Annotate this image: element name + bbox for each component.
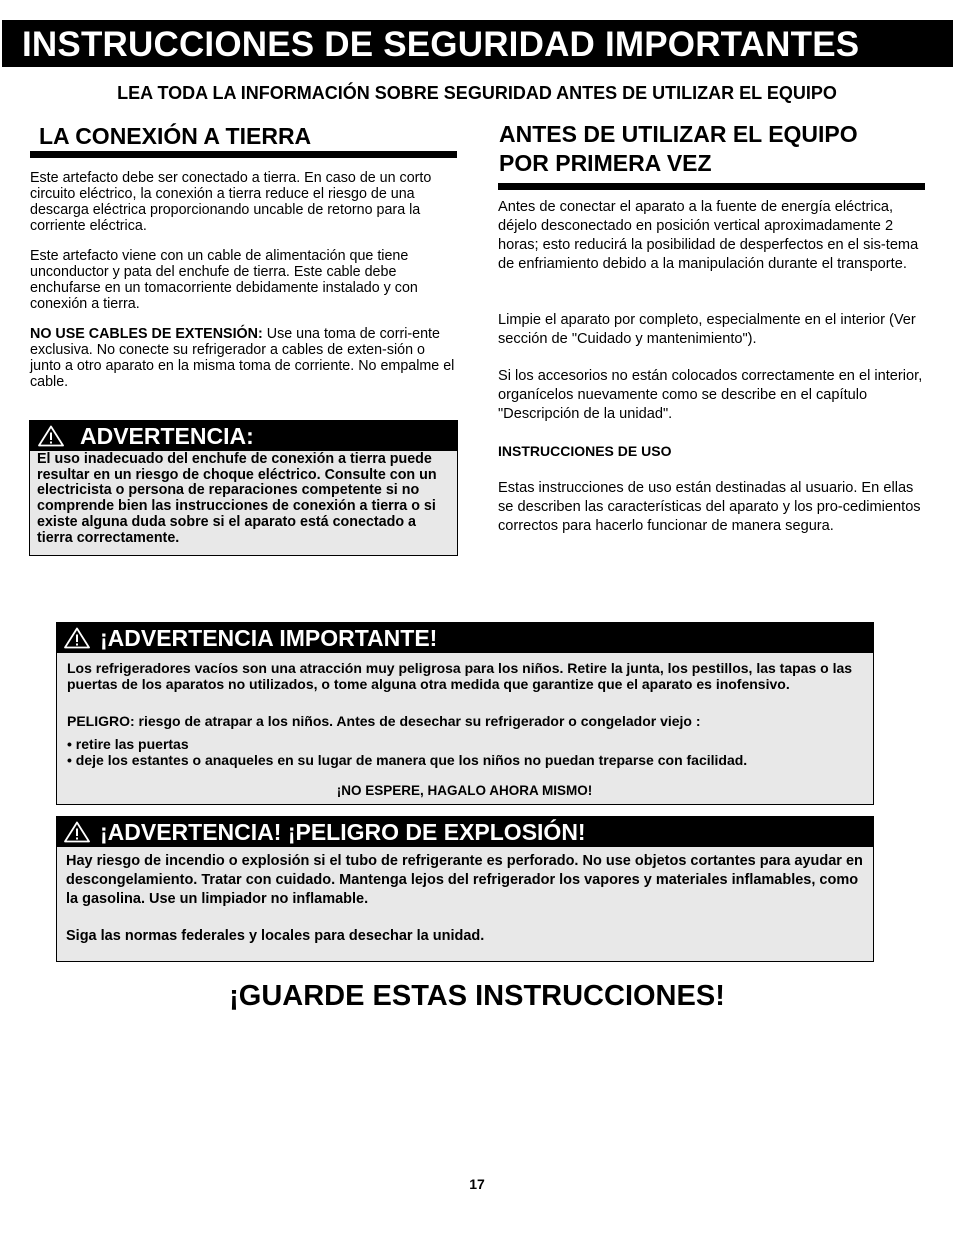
page-number: 17 (469, 1176, 485, 1192)
extension-cord-label: NO USE CABLES DE EXTENSIÓN: (30, 326, 263, 342)
grounding-warning-header (30, 421, 457, 451)
important-warning-closing: ¡NO ESPERE, HAGALO AHORA MISMO! (336, 783, 593, 798)
save-instructions-heading: ¡GUARDE ESTAS INSTRUCCIONES! (229, 980, 725, 1012)
warning-triangle-icon (38, 425, 64, 447)
important-warning-paragraph-2: PELIGRO: riesgo de atrapar a los niños. Antes de desechar su refrigerador o congelador viejo : (67, 713, 701, 729)
extension-cord-text: Use una toma de corri-ente exclusiva. No conecte su refrigerador a cables de exten-sión o junto a otro aparato en la misma toma de corriente. No empalme el cable. (30, 326, 455, 390)
first-use-paragraph-1: Antes de conectar el aparato a la fuente de energía eléctrica, déjelo desconectado en posición vertical aproximadamente 2 horas; esto reducirá la posibilidad de desperfectos en el sis-tema de enfriamiento debido a la manipulación durante el transporte. (498, 199, 919, 272)
page-title: INSTRUCCIONES DE SEGURIDAD IMPORTANTES (2, 20, 953, 67)
grounding-paragraph-3 (30, 326, 458, 390)
important-warning-box (56, 622, 874, 805)
explosion-warning-paragraph-2: Siga las normas federales y locales para desechar la unidad. (66, 928, 485, 944)
grounding-warning-title: ADVERTENCIA: (80, 423, 254, 449)
warning-triangle-icon (64, 627, 90, 649)
grounding-warning-box (29, 420, 458, 556)
grounding-rule (30, 151, 457, 158)
explosion-warning-title: ¡ADVERTENCIA! ¡PELIGRO DE EXPLOSIÓN! (100, 819, 586, 845)
important-warning-bullet-2: • deje los estantes o anaqueles en su lugar de manera que los niños no puedan treparse con facilidad. (67, 752, 748, 768)
first-use-rule (498, 183, 925, 190)
explosion-warning-paragraph-1: Hay riesgo de incendio o explosión si el tubo de refrigerante es perforado. No use objetos cortantes para ayudar en descongelamiento. Tratar con cuidado. Mantenga lejos del refrigerador los vapores y materiales inflamables, como la gasolina. Use un limpiador no inflamable. (66, 853, 863, 907)
explosion-warning-header (57, 817, 873, 847)
first-use-paragraph-2: Limpie el aparato por completo, especialmente en el interior (Ver sección de "Cuidado y mantenimiento"). (498, 312, 916, 347)
important-warning-header (57, 623, 873, 653)
usage-instructions-heading: INSTRUCCIONES DE USO (498, 443, 672, 459)
explosion-warning-box (56, 816, 874, 962)
first-use-paragraph-3: Si los accesorios no están colocados correctamente en el interior, organícelos nuevamente como se describe en el capítulo "Descripción de la unidad". (498, 368, 923, 422)
important-warning-paragraph-1: Los refrigeradores vacíos son una atracción muy peligrosa para los niños. Retire la junta, los pestillos, las tapas o las puertas de los aparatos no utilizados, o tome alguna otra medida que garantize que el aparato es inofensivo. (67, 660, 853, 692)
grounding-heading: LA CONEXIÓN A TIERRA (39, 123, 312, 149)
first-use-heading-line2: POR PRIMERA VEZ (499, 150, 712, 176)
page-subtitle: LEA TODA LA INFORMACIÓN SOBRE SEGURIDAD ANTES DE UTILIZAR EL EQUIPO (117, 83, 837, 103)
grounding-warning-text: El uso inadecuado del enchufe de conexión a tierra puede resultar en un riesgo de choque eléctrico. Consulte con un electricista o persona de reparaciones competente si no comprende bien las instrucciones de conexión a tierra o si existe alguna duda sobre si el aparato está conectado a tierra correctamente. (37, 451, 437, 546)
first-use-heading (499, 120, 858, 178)
first-use-heading-line1: ANTES DE UTILIZAR EL EQUIPO (499, 121, 858, 147)
warning-triangle-icon (64, 821, 90, 843)
first-use-paragraph-4: Estas instrucciones de uso están destinadas al usuario. En ellas se describen las características del aparato y los pro-cedimientos correctos para hacerlo funcionar de manera segura. (498, 480, 921, 534)
important-warning-bullet-1: • retire las puertas (67, 736, 189, 752)
grounding-paragraph-2: Este artefacto viene con un cable de alimentación que tiene unconductor y pata del enchufe de tierra. Este cable debe enchufarse en un tomacorriente debidamente instalado y con conexión a tierra. (30, 248, 418, 312)
important-warning-title: ¡ADVERTENCIA IMPORTANTE! (100, 625, 438, 651)
grounding-paragraph-1: Este artefacto debe ser conectado a tierra. En caso de un corto circuito eléctrico, la conexión a tierra reduce el riesgo de una descarga eléctrica proporcionando uncable de retorno para la corriente eléctrica. (30, 170, 432, 234)
